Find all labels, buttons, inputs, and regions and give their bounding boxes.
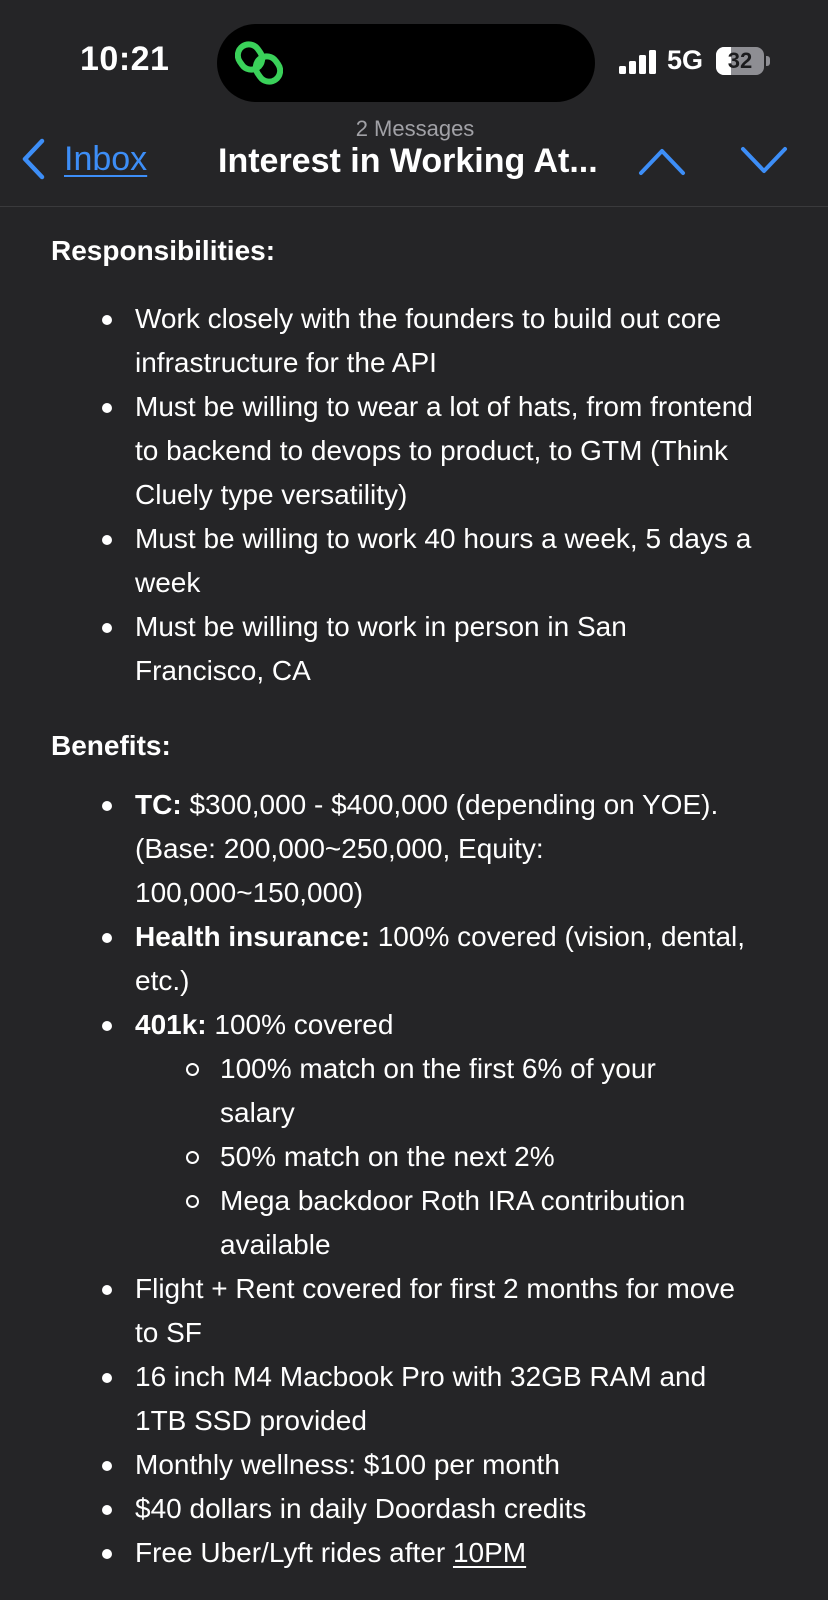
network-type: 5G — [667, 45, 704, 75]
k401-label: 401k: — [135, 1009, 207, 1040]
list-item: Flight + Rent covered for first 2 months for move to SF — [0, 1267, 828, 1355]
bullet-icon — [102, 1461, 112, 1471]
battery-percentage: 32 — [727, 48, 753, 73]
bullet-icon — [102, 1021, 112, 1031]
bullet-icon — [102, 403, 112, 413]
bullet-icon — [102, 933, 112, 943]
bullet-icon — [102, 315, 112, 325]
chevron-left-icon[interactable] — [20, 138, 46, 180]
k401-text: 100% covered — [214, 1009, 394, 1040]
circle-bullet-icon — [186, 1195, 199, 1208]
chevron-up-icon[interactable] — [638, 146, 686, 176]
bullet-icon — [102, 801, 112, 811]
tc-label: TC: — [135, 789, 182, 820]
list-item: Monthly wellness: $100 per month — [0, 1443, 828, 1487]
bullet-icon — [102, 1505, 112, 1515]
bullet-icon — [102, 1373, 112, 1383]
list-item — [0, 915, 828, 1003]
message-count: 2 Messages — [355, 116, 475, 141]
time-detected-link[interactable]: 10PM — [452, 1537, 527, 1568]
benefits-list — [0, 783, 828, 1575]
mail-nav-bar — [0, 110, 828, 207]
email-body — [0, 207, 828, 1600]
bullet-icon — [102, 535, 112, 545]
chevron-down-icon[interactable] — [740, 146, 788, 176]
list-item — [0, 1003, 828, 1267]
k401-sublist — [135, 1047, 758, 1267]
bullet-icon — [102, 1285, 112, 1295]
list-item: Free Uber/Lyft rides after 10PM — [0, 1531, 828, 1575]
list-item: Must be willing to work in person in San Francisco, CA — [0, 605, 828, 693]
tc-text: $300,000 - $400,000 (depending on YOE). (Base: 200,000~250,000, Equity: 100,000~150,000) — [135, 789, 719, 908]
list-item: Must be willing to wear a lot of hats, from frontend to backend to devops to product, to GTM (Think Cluely type versatility) — [0, 385, 828, 517]
list-item — [0, 783, 828, 915]
health-label: Health insurance: — [135, 921, 370, 952]
health-text: 100% covered (vision, dental, etc.) — [135, 921, 746, 996]
status-time: 10:21 — [80, 40, 170, 78]
back-to-inbox-link[interactable]: Inbox — [64, 140, 148, 178]
battery-icon — [716, 47, 764, 75]
battery-nub — [766, 56, 770, 66]
status-bar — [0, 0, 828, 110]
list-item: Must be willing to work 40 hours a week, 5 days a week — [0, 517, 828, 605]
sub-list-item: 100% match on the first 6% of your salary — [0, 1047, 758, 1135]
sub-list-item: 50% match on the next 2% — [0, 1135, 758, 1179]
cellular-signal-icon — [619, 50, 659, 74]
list-item: 16 inch M4 Macbook Pro with 32GB RAM and 1TB SSD provided — [0, 1355, 828, 1443]
list-item: Work closely with the founders to build out core infrastructure for the API — [0, 297, 828, 385]
responsibilities-heading: Responsibilities: — [51, 235, 276, 266]
link-rings-icon — [235, 40, 283, 86]
responsibilities-list — [0, 297, 828, 693]
circle-bullet-icon — [186, 1063, 199, 1076]
bullet-icon — [102, 623, 112, 633]
thread-subject: Interest in Working At... — [218, 142, 598, 180]
dynamic-island[interactable] — [217, 24, 595, 102]
sub-list-item: Mega backdoor Roth IRA contribution available — [0, 1179, 758, 1267]
circle-bullet-icon — [186, 1151, 199, 1164]
bullet-icon — [102, 1549, 112, 1559]
list-item: $40 dollars in daily Doordash credits — [0, 1487, 828, 1531]
benefits-heading: Benefits: — [51, 730, 171, 761]
